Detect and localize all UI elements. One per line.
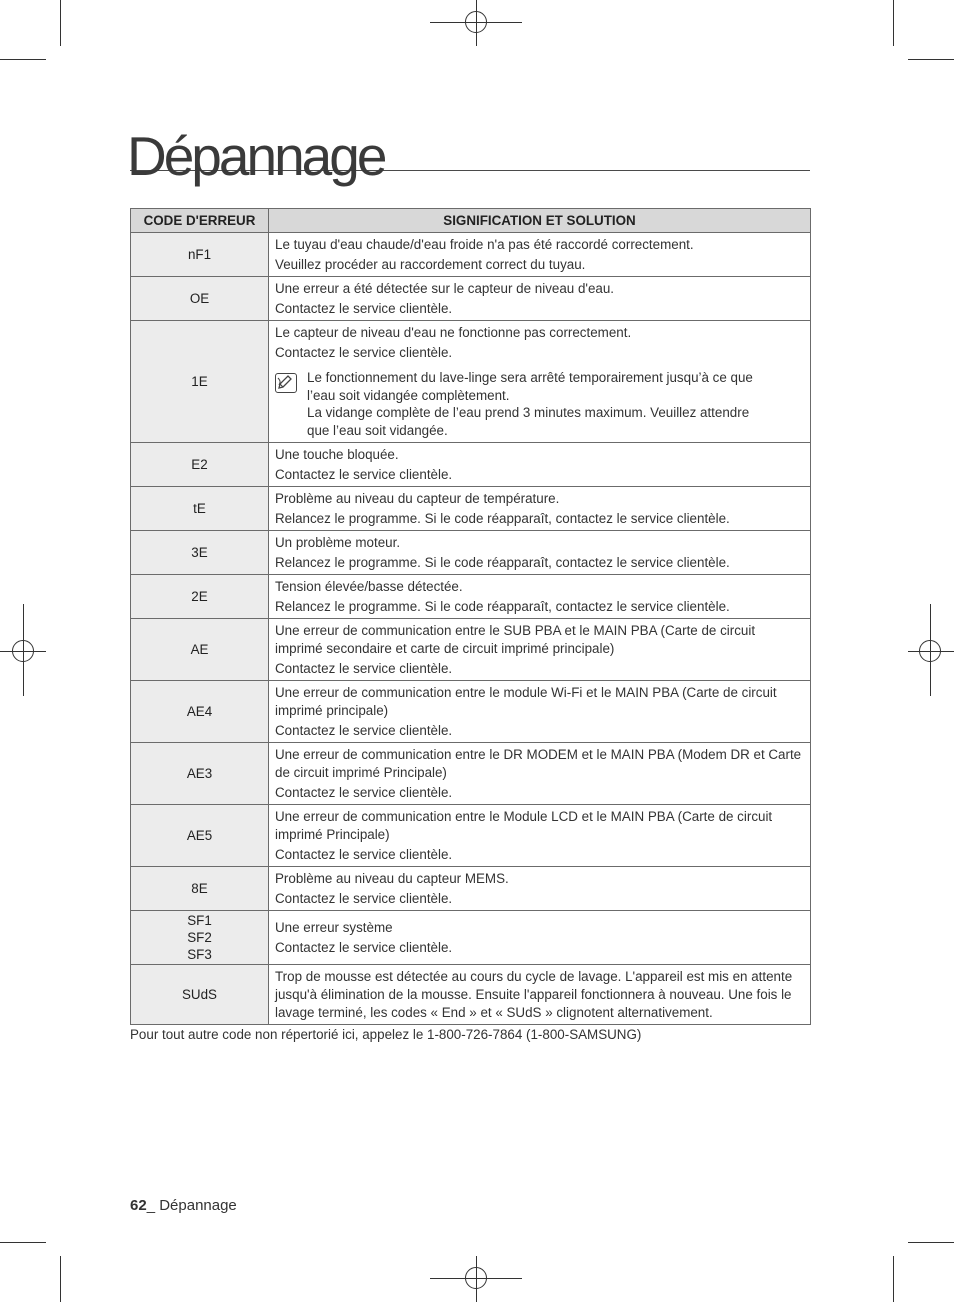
note-pencil-icon [275, 373, 297, 393]
note-line: l’eau soit vidangée complètement. [307, 387, 510, 403]
crop-mark [60, 1256, 61, 1302]
crop-mark [893, 1256, 894, 1302]
error-description-cell [269, 911, 811, 965]
error-description-cell [269, 743, 811, 805]
table-row [131, 531, 811, 575]
error-code: OE [189, 291, 210, 306]
crop-mark [893, 0, 894, 46]
error-description-cell [269, 531, 811, 575]
table-row [131, 487, 811, 531]
description-line: Contactez le service clientèle. [275, 301, 453, 316]
error-code-cell [131, 321, 269, 443]
error-description-cell [269, 487, 811, 531]
table-row [131, 681, 811, 743]
table-row [131, 743, 811, 805]
column-header-code: CODE D'ERREUR [131, 209, 269, 233]
table-row [131, 443, 811, 487]
error-code-cell [131, 681, 269, 743]
error-code: SF1 [187, 913, 212, 928]
crop-mark [908, 1242, 954, 1243]
description-line: Contactez le service clientèle. [275, 661, 453, 676]
error-code-cell [131, 443, 269, 487]
description-line: Une erreur de communication entre le DR MODEM et le MAIN PBA (Modem DR et Carte de circuit imprimé Principale) [275, 747, 802, 780]
table-row [131, 575, 811, 619]
description-line: Une erreur système [275, 920, 393, 935]
description-line: Contactez le service clientèle. [275, 467, 453, 482]
note-box [275, 369, 805, 439]
registration-circle-icon [12, 640, 34, 662]
description-line: Relancez le programme. Si le code réapparaît, contactez le service clientèle. [275, 555, 730, 570]
error-description-cell [269, 681, 811, 743]
page-number-separator: _ [146, 1197, 160, 1214]
column-header-solution: SIGNIFICATION ET SOLUTION [269, 209, 811, 233]
error-description-cell [269, 233, 811, 277]
registration-circle-icon [465, 1267, 487, 1289]
error-code: AE [190, 642, 209, 657]
error-code-cell [131, 805, 269, 867]
error-code-cell [131, 867, 269, 911]
crop-mark [60, 0, 61, 46]
error-code: SF2 [187, 930, 212, 945]
error-code: E2 [191, 457, 208, 472]
error-code-cell [131, 965, 269, 1025]
error-description-cell [269, 619, 811, 681]
footer-section-name: Dépannage [159, 1197, 237, 1214]
crop-mark [0, 1242, 46, 1243]
description-line: Contactez le service clientèle. [275, 345, 453, 360]
error-code: SUdS [182, 987, 217, 1002]
description-line: Relancez le programme. Si le code réapparaît, contactez le service clientèle. [275, 599, 730, 614]
description-line: Le capteur de niveau d'eau ne fonctionne pas correctement. [275, 325, 632, 340]
error-code-cell [131, 619, 269, 681]
footer-note: Pour tout autre code non répertorié ici, appelez le 1-800-726-7864 (1-800-SAMSUNG) [130, 1027, 642, 1042]
description-line: Tension élevée/basse détectée. [275, 579, 463, 594]
error-code-cell [131, 911, 269, 965]
error-code-table [130, 208, 811, 1025]
table-row [131, 965, 811, 1025]
table-row [131, 867, 811, 911]
table-row [131, 233, 811, 277]
table-row [131, 321, 811, 443]
description-line: Contactez le service clientèle. [275, 847, 453, 862]
error-code: AE4 [186, 704, 213, 719]
description-line: Une touche bloquée. [275, 447, 399, 462]
description-line: Relancez le programme. Si le code réapparaît, contactez le service clientèle. [275, 511, 730, 526]
error-description-cell [269, 805, 811, 867]
description-line: Une erreur de communication entre le SUB PBA et le MAIN PBA (Carte de circuit imprimé secondaire et carte de circuit imprimé principale) [275, 623, 756, 656]
registration-circle-icon [465, 11, 487, 33]
description-line: Une erreur a été détectée sur le capteur de niveau d'eau. [275, 281, 615, 296]
error-code: AE3 [186, 766, 213, 781]
crop-mark [908, 59, 954, 60]
description-line: Contactez le service clientèle. [275, 785, 453, 800]
crop-mark [0, 59, 46, 60]
title-rule [127, 118, 810, 187]
error-code: tE [193, 501, 206, 516]
error-code: 8E [191, 881, 208, 896]
error-code: 1E [191, 374, 208, 389]
description-line: Une erreur de communication entre le Module LCD et le MAIN PBA (Carte de circuit imprimé Principale) [275, 809, 773, 842]
error-code: AE5 [186, 828, 213, 843]
error-code-cell [131, 743, 269, 805]
description-line: Une erreur de communication entre le module Wi-Fi et le MAIN PBA (Carte de circuit imprimé principale) [275, 685, 777, 718]
error-description-cell [269, 575, 811, 619]
note-line: que l’eau soit vidangée. [307, 422, 448, 438]
registration-circle-icon [919, 640, 941, 662]
page-number: 62 [130, 1197, 147, 1214]
description-line: Problème au niveau du capteur MEMS. [275, 871, 509, 886]
error-code-cell [131, 487, 269, 531]
table-header-row [131, 209, 811, 233]
description-line: Contactez le service clientèle. [275, 891, 453, 906]
error-description-cell [269, 965, 811, 1025]
error-code-cell [131, 531, 269, 575]
note-line: La vidange complète de l’eau prend 3 minutes maximum. Veuillez attendre [307, 405, 750, 420]
error-code: 2E [191, 589, 208, 604]
error-description-cell [269, 321, 811, 443]
description-line: Veuillez procéder au raccordement correct du tuyau. [275, 257, 586, 272]
table-row [131, 805, 811, 867]
error-code-cell [131, 575, 269, 619]
error-code: SF3 [187, 947, 212, 962]
table-row [131, 277, 811, 321]
error-code: nF1 [187, 247, 212, 262]
description-line: Trop de mousse est détectée au cours du cycle de lavage. L'appareil est mis en attente jusqu'à élimination de la mousse. Ensuite l'appareil fonctionnera à nouveau. Une fois le lavage terminé, les codes « End » et « SUdS » clignotent alternativement. [275, 969, 793, 1020]
table-row [131, 911, 811, 965]
page-title: Dépannage [127, 125, 385, 187]
description-line: Contactez le service clientèle. [275, 940, 453, 955]
note-line: Le fonctionnement du lave-linge sera arrêté temporairement jusqu’à ce que [307, 370, 753, 385]
description-line: Contactez le service clientèle. [275, 723, 453, 738]
page-footer [130, 1197, 237, 1214]
error-code: 3E [191, 545, 208, 560]
error-description-cell [269, 867, 811, 911]
note-text [307, 369, 753, 439]
table-body [131, 233, 811, 1025]
description-line: Le tuyau d'eau chaude/d'eau froide n'a pas été raccordé correctement. [275, 237, 694, 252]
description-line: Un problème moteur. [275, 535, 401, 550]
error-description-cell [269, 277, 811, 321]
error-description-cell [269, 443, 811, 487]
error-code-cell [131, 233, 269, 277]
table-row [131, 619, 811, 681]
description-line: Problème au niveau du capteur de température. [275, 491, 560, 506]
error-code-cell [131, 277, 269, 321]
